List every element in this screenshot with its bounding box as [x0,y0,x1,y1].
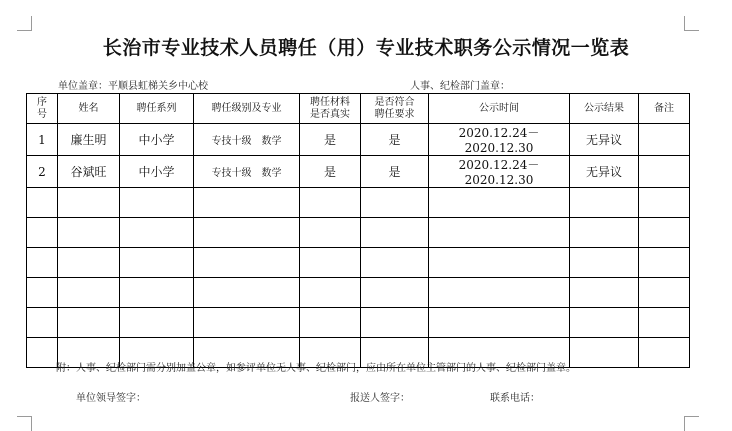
header-seq-line-2: 号 [37,108,47,120]
cell-remark [639,156,690,188]
cell-period: 2020.12.24－2020.12.30 [429,156,570,188]
header-series: 聘任系列 [120,94,194,124]
empty-cell [300,308,361,338]
empty-cell [570,188,639,218]
header-period: 公示时间 [429,94,570,124]
cell-material: 是 [300,124,361,156]
submitter-signature-label: 报送人签字： [350,393,410,404]
empty-cell [27,278,58,308]
phone-label: 联系电话： [490,393,540,404]
header-seq-line-1: 序 [37,96,47,108]
leader-signature-label: 单位领导签字： [76,393,146,404]
header-material-line-2: 是否真实 [310,108,350,120]
dept-stamp-label: 人事、纪检部门盖章： [410,81,510,92]
empty-cell [27,338,58,368]
empty-cell [639,308,690,338]
header-material [300,94,361,124]
cell-series: 中小学 [120,124,194,156]
cell-name: 谷斌旺 [58,156,120,188]
empty-cell [361,308,429,338]
empty-cell [570,278,639,308]
empty-cell [570,248,639,278]
empty-table-row [27,278,690,308]
empty-cell [194,188,300,218]
empty-cell [639,338,690,368]
header-name: 姓名 [58,94,120,124]
cell-period: 2020.12.24－2020.12.30 [429,124,570,156]
cell-level: 专技十级 数学 [194,124,300,156]
empty-table-row [27,188,690,218]
empty-cell [639,188,690,218]
empty-cell [27,188,58,218]
header-seq [27,94,58,124]
empty-cell [27,218,58,248]
empty-cell [27,308,58,338]
empty-cell [120,188,194,218]
table-header-row [27,94,690,124]
empty-cell [570,308,639,338]
cell-material: 是 [300,156,361,188]
empty-cell [639,248,690,278]
crop-mark-bottom-right [684,416,699,431]
empty-cell [300,188,361,218]
header-meets [361,94,429,124]
empty-cell [120,308,194,338]
empty-table-row [27,308,690,338]
table-row [27,156,690,188]
empty-cell [194,278,300,308]
crop-mark-bottom-left [17,416,32,431]
header-material-line-1: 聘任材料 [310,96,350,108]
empty-cell [300,278,361,308]
crop-mark-top-left [17,16,32,31]
empty-cell [58,308,120,338]
empty-cell [429,308,570,338]
empty-cell [194,308,300,338]
empty-cell [300,248,361,278]
empty-cell [570,338,639,368]
header-result: 公示结果 [570,94,639,124]
empty-cell [639,218,690,248]
cell-name: 廉生明 [58,124,120,156]
cell-meets: 是 [361,124,429,156]
header-meets-line-1: 是否符合 [374,96,415,108]
empty-cell [27,248,58,278]
header-remark: 备注 [639,94,690,124]
empty-cell [194,248,300,278]
empty-cell [361,278,429,308]
document-title: 长治市专业技术人员聘任（用）专业技术职务公示情况一览表 [102,37,630,59]
empty-cell [58,278,120,308]
empty-cell [361,188,429,218]
empty-cell [120,278,194,308]
crop-mark-top-right [684,16,699,31]
cell-result: 无异议 [570,156,639,188]
cell-seq: 1 [27,124,58,156]
cell-meets: 是 [361,156,429,188]
empty-cell [361,218,429,248]
empty-table-row [27,218,690,248]
footnote: 附：人事、纪检部门需分别加盖公章，如参评单位无人事、纪检部门，应由所在单位主管部门的人事、纪检部门盖章。 [56,363,576,374]
cell-level: 专技十级 数学 [194,156,300,188]
empty-cell [639,278,690,308]
empty-cell [429,278,570,308]
header-level-major: 聘任级别及专业 [194,94,300,124]
cell-remark [639,124,690,156]
empty-cell [429,188,570,218]
empty-cell [58,218,120,248]
cell-result: 无异议 [570,124,639,156]
table-row [27,124,690,156]
empty-cell [58,248,120,278]
cell-seq: 2 [27,156,58,188]
empty-cell [194,218,300,248]
cell-series: 中小学 [120,156,194,188]
empty-cell [429,248,570,278]
empty-cell [570,218,639,248]
empty-cell [300,218,361,248]
empty-cell [361,248,429,278]
empty-cell [429,218,570,248]
empty-table-row [27,248,690,278]
disclosure-table [26,93,690,368]
empty-cell [58,188,120,218]
unit-stamp-label: 单位盖章：平顺县虹梯关乡中心校 [58,81,208,92]
header-meets-line-2: 聘任要求 [374,108,415,120]
empty-cell [120,248,194,278]
empty-cell [120,218,194,248]
